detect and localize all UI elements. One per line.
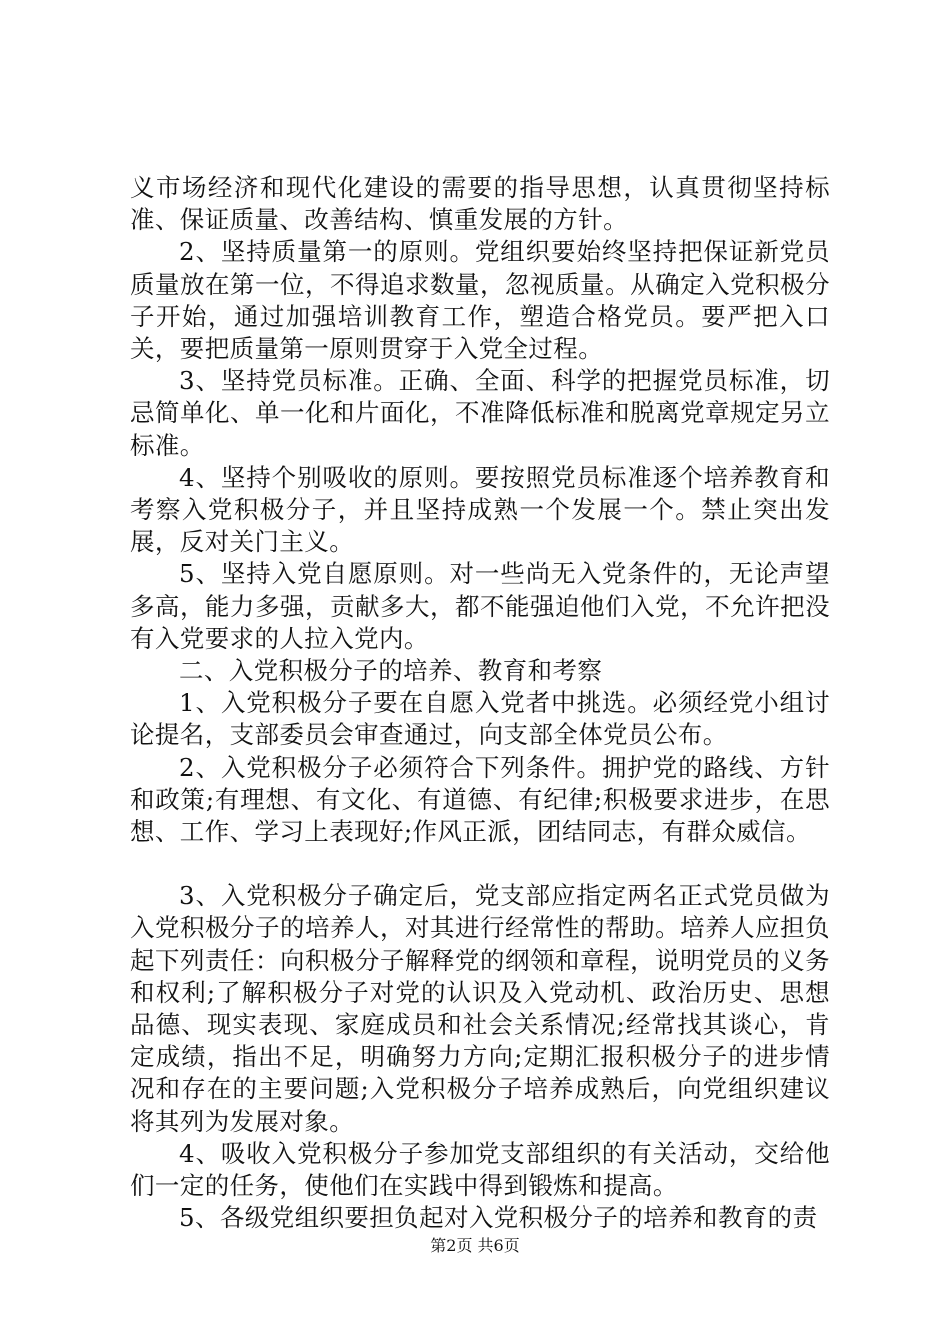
paragraph-8: 2、入党积极分子必须符合下列条件。拥护党的路线、方针和政策;有理想、有文化、有道德、有纪律;积极要求进步，在思想、工作、学习上表现好;作风正派，团结同志，有群众威信。 [130,752,830,847]
paragraph-2: 2、坚持质量第一的原则。党组织要始终坚持把保证新党员质量放在第一位，不得追求数量，忽视质量。从确定入党积极分子开始，通过加强培训教育工作，塑造合格党员。要严把入口关，要把质量第一原则贯穿于入党全过程。 [130,237,830,364]
paragraph-3: 3、坚持党员标准。正确、全面、科学的把握党员标准，切忌简单化、单一化和片面化，不准降低标准和脱离党章规定另立标准。 [130,366,830,460]
paragraph-5: 5、坚持入党自愿原则。对一些尚无入党条件的，无论声望多高，能力多强，贡献多大，都不能强迫他们入党，不允许把没有入党要求的人拉入党内。 [130,559,830,653]
paragraph-7: 1、入党积极分子要在自愿入党者中挑选。必须经党小组讨论提名，支部委员会审查通过，向支部全体党员公布。 [130,688,830,750]
paragraph-9: 3、入党积极分子确定后，党支部应指定两名正式党员做为入党积极分子的培养人，对其进行经常性的帮助。培养人应担负起下列责任：向积极分子解释党的纲领和章程，说明党员的义务和权利;了解积极分子对党的认识及入党动机、政治历史、思想品德、现实表现、家庭成员和社会关系情况;经常找其谈心，肯定成绩，指出不足，明确努力方向;定期汇报积极分子的进步情况和存在的主要问题;入党积极分子培养成熟后，向党组织建议将其列为发展对象。 [130,881,830,1136]
paragraph-11: 5、各级党组织要担负起对入党积极分子的培养和教育的责 [179,1203,818,1233]
page-footer: 第2页 共6页 [430,1236,520,1255]
paragraph-1: 义市场经济和现代化建设的需要的指导思想，认真贯彻坚持标准、保证质量、改善结构、慎重发展的方针。 [130,173,830,235]
document-body [130,172,830,1235]
paragraph-10: 4、吸收入党积极分子参加党支部组织的有关活动，交给他们一定的任务，使他们在实践中得到锻炼和提高。 [130,1138,830,1201]
section-heading: 二、入党积极分子的培养、教育和考察 [179,656,603,686]
paragraph-4: 4、坚持个别吸收的原则。要按照党员标准逐个培养教育和考察入党积极分子，并且坚持成熟一个发展一个。禁止突出发展，反对关门主义。 [130,462,830,557]
